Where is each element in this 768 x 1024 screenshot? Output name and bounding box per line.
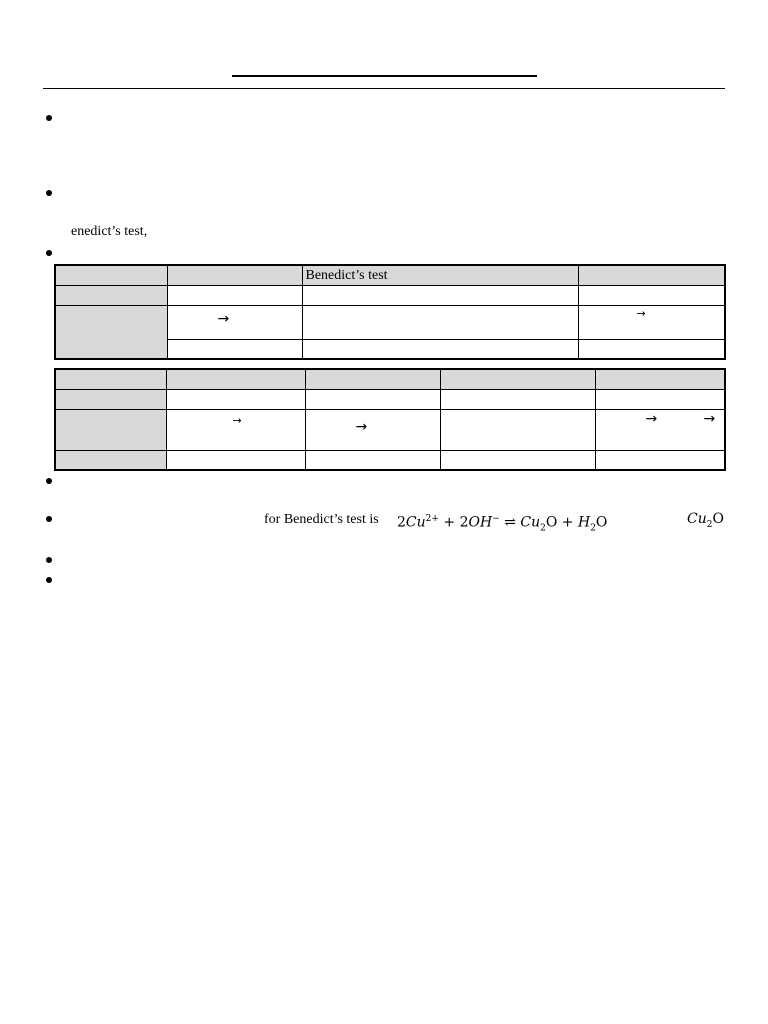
bullet-6 [46,557,52,563]
species-copper-oxide: Cu [520,514,541,531]
table-1-header-cell [55,265,167,285]
subscript: 2 [590,523,596,534]
bullet-2 [46,190,52,196]
table-2-header-row [55,369,725,389]
table-1-row-label [55,285,167,305]
coefficient: 2 [397,514,406,531]
table-cell [302,285,578,305]
table-cell [166,389,305,409]
table-cell [440,389,595,409]
arrow-right-icon: → [636,306,646,320]
arrow-right-icon: → [703,410,716,427]
table-cell [440,450,595,470]
table-2-header-cell [440,369,595,389]
table-row [55,285,725,305]
table-cell [302,305,578,339]
bullet-3 [46,250,52,256]
species-copper: Cu [405,514,426,531]
table-row [55,305,725,339]
title-underline [232,75,537,77]
species-hydroxide: OH [468,514,493,531]
table-cell [166,409,305,450]
table-cell [167,285,302,305]
plus-sign: + [561,514,574,531]
table-1-header-row [55,265,725,285]
arrow-right-icon: → [645,410,658,427]
table-cell [167,339,302,359]
table-row [55,389,725,409]
charge: 2+ [425,514,439,524]
table-2-header-cell [305,369,440,389]
table-1-header-cell [578,265,725,285]
table-cell [166,450,305,470]
species-water: H [577,514,591,531]
table-1 [54,264,726,360]
bullet-4 [46,478,52,484]
table-cell [578,285,725,305]
table-cell [302,339,578,359]
table-cell [440,409,595,450]
subscript: 2 [706,519,713,530]
table-row [55,409,725,450]
bullet-5 [46,516,52,522]
subscript: 2 [540,523,546,534]
table-1-row-label [55,305,167,359]
coefficient: 2 [459,514,469,531]
table-cell [595,389,725,409]
fragment-text: enedict’s test, [71,224,148,239]
trailing-formula [687,511,724,533]
charge: − [492,514,500,524]
table-cell [595,409,725,450]
table-2-row-label [55,389,166,409]
bullet-7 [46,577,52,583]
table-2-header-cell [55,369,166,389]
table-row [55,450,725,470]
table-2 [54,368,726,471]
table-cell [167,305,302,339]
table-1-header-test: Benedict’s test [302,265,578,285]
table-cell [595,450,725,470]
table-cell [578,339,725,359]
equilibrium-arrow-icon: ⇌ [504,514,516,531]
table-cell [305,450,440,470]
plus-sign: + [443,514,456,531]
table-cell [305,409,440,450]
oxygen: O [595,514,608,531]
table-2-header-cell [595,369,725,389]
arrow-right-icon: → [232,413,242,427]
oxygen: O [545,514,558,531]
species-copper-oxide: Cu [687,511,707,527]
table-cell [305,389,440,409]
table-1-header-cell [167,265,302,285]
table-cell [578,305,725,339]
chemical-equation [397,511,607,536]
arrow-right-icon: → [217,310,230,327]
equation-lead-text: for Benedict’s test is [264,512,379,527]
arrow-right-icon: → [355,418,368,435]
header-rule [43,88,725,89]
table-2-row-label [55,409,166,450]
table-2-header-cell [166,369,305,389]
table-2-row-label [55,450,166,470]
oxygen: O [712,511,724,527]
bullet-1 [46,115,52,121]
